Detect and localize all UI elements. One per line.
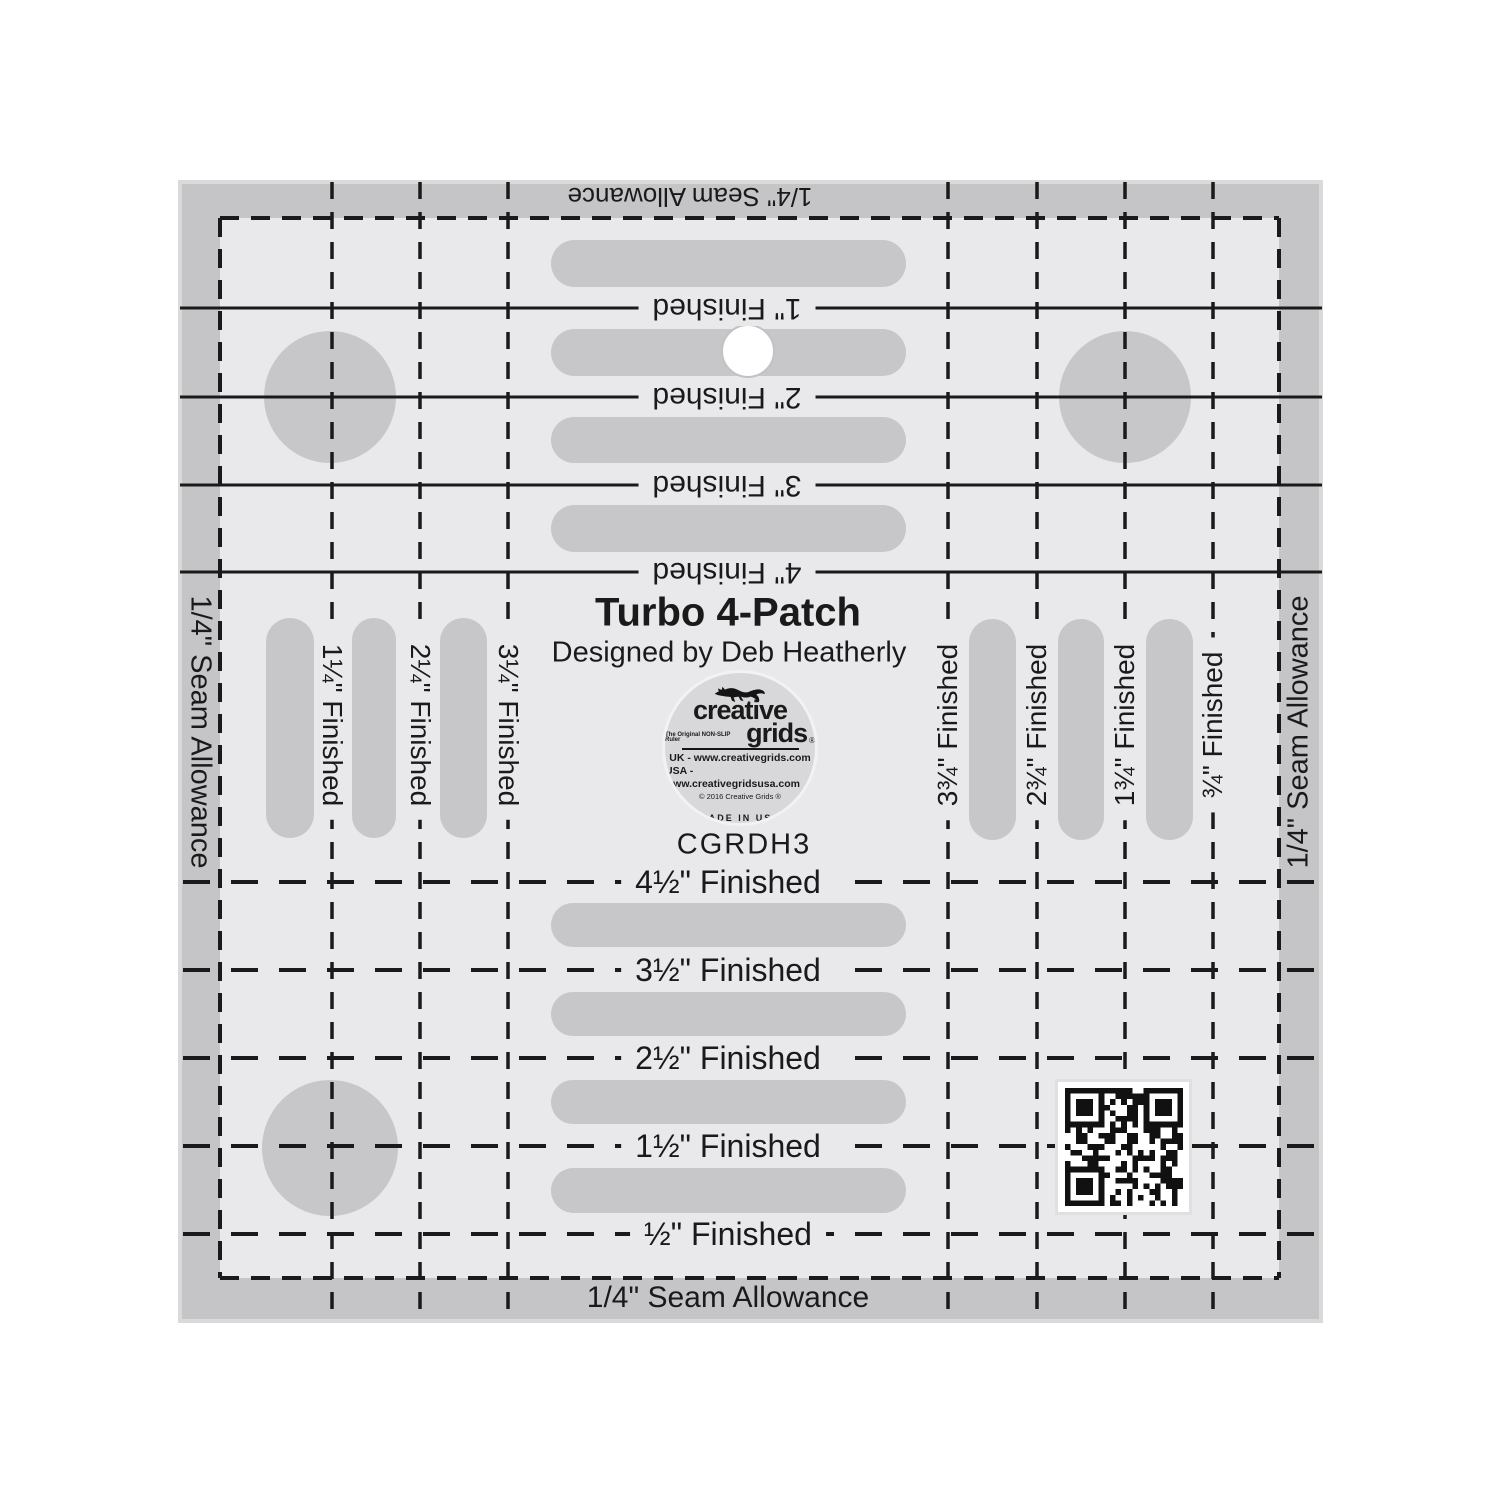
seam-allowance-label-left: 1/4" Seam Allowance bbox=[184, 595, 217, 869]
grip-slot bbox=[1146, 619, 1193, 840]
logo-divider bbox=[682, 748, 799, 750]
logo-copyright: © 2016 Creative Grids ® bbox=[699, 792, 781, 801]
finished-line-label: 2" Finished bbox=[638, 379, 815, 415]
grip-slot bbox=[551, 992, 906, 1036]
brand-tagline: The Original NON-SLIP Ruler bbox=[665, 732, 731, 743]
finished-line-label: 2¼" Finished bbox=[403, 630, 437, 820]
grip-slot bbox=[352, 618, 396, 838]
grip-slot bbox=[551, 1168, 906, 1213]
brand-word-creative: creative bbox=[692, 695, 788, 726]
qr-code bbox=[1055, 1079, 1192, 1215]
product-title: Turbo 4-Patch bbox=[595, 590, 861, 635]
seam-allowance-label-bottom: 1/4" Seam Allowance bbox=[586, 1281, 870, 1314]
finished-line-label: 4½" Finished bbox=[621, 863, 835, 901]
finished-line-label: 1¾" Finished bbox=[1108, 630, 1142, 820]
logo-usa-url: USA - www.creativegridsusa.com bbox=[665, 764, 800, 790]
designer-credit: Designed by Deb Heatherly bbox=[551, 636, 907, 669]
finished-line-label: 1" Finished bbox=[638, 290, 815, 326]
finished-line-label: 3½" Finished bbox=[621, 951, 835, 989]
grip-slot bbox=[551, 417, 906, 463]
sku-code: CGRDH3 bbox=[676, 828, 812, 861]
hang-hole bbox=[721, 324, 775, 378]
seam-allowance-label-top: 1/4" Seam Allowance bbox=[567, 182, 813, 212]
qr-code-modules bbox=[1065, 1088, 1183, 1206]
grip-circle bbox=[262, 1080, 398, 1216]
finished-line-label: 3¾" Finished bbox=[931, 630, 965, 820]
finished-line-label: 2¾" Finished bbox=[1020, 630, 1054, 820]
grip-slot bbox=[969, 619, 1016, 840]
brand-word-grids: grids bbox=[746, 718, 808, 749]
finished-line-label: ½" Finished bbox=[630, 1215, 826, 1253]
grip-slot bbox=[551, 903, 906, 947]
registered-mark: ® bbox=[809, 736, 815, 746]
finished-line-label: 3¼" Finished bbox=[491, 630, 525, 820]
seam-allowance-label-right: 1/4" Seam Allowance bbox=[1282, 595, 1315, 869]
finished-line-label: 1¼" Finished bbox=[315, 630, 349, 820]
grip-circle bbox=[264, 331, 396, 463]
grip-slot bbox=[1058, 619, 1104, 840]
finished-line-label: ¾" Finished bbox=[1196, 638, 1230, 813]
grip-slot bbox=[551, 505, 906, 552]
grip-slot bbox=[266, 618, 314, 838]
grip-slot bbox=[551, 1080, 906, 1124]
finished-line-label: 2½" Finished bbox=[621, 1039, 835, 1077]
logo-uk-url: UK - www.creativegrids.com bbox=[669, 751, 811, 764]
grip-slot bbox=[440, 618, 487, 838]
grip-circle bbox=[1059, 331, 1191, 463]
finished-line-label: 3" Finished bbox=[638, 467, 815, 503]
brand-logo bbox=[662, 670, 818, 826]
finished-line-label: 1½" Finished bbox=[621, 1127, 835, 1165]
finished-line-label: 4" Finished bbox=[638, 554, 815, 590]
grip-slot bbox=[551, 240, 906, 287]
made-in-usa-label: MADE IN USA bbox=[699, 813, 781, 823]
